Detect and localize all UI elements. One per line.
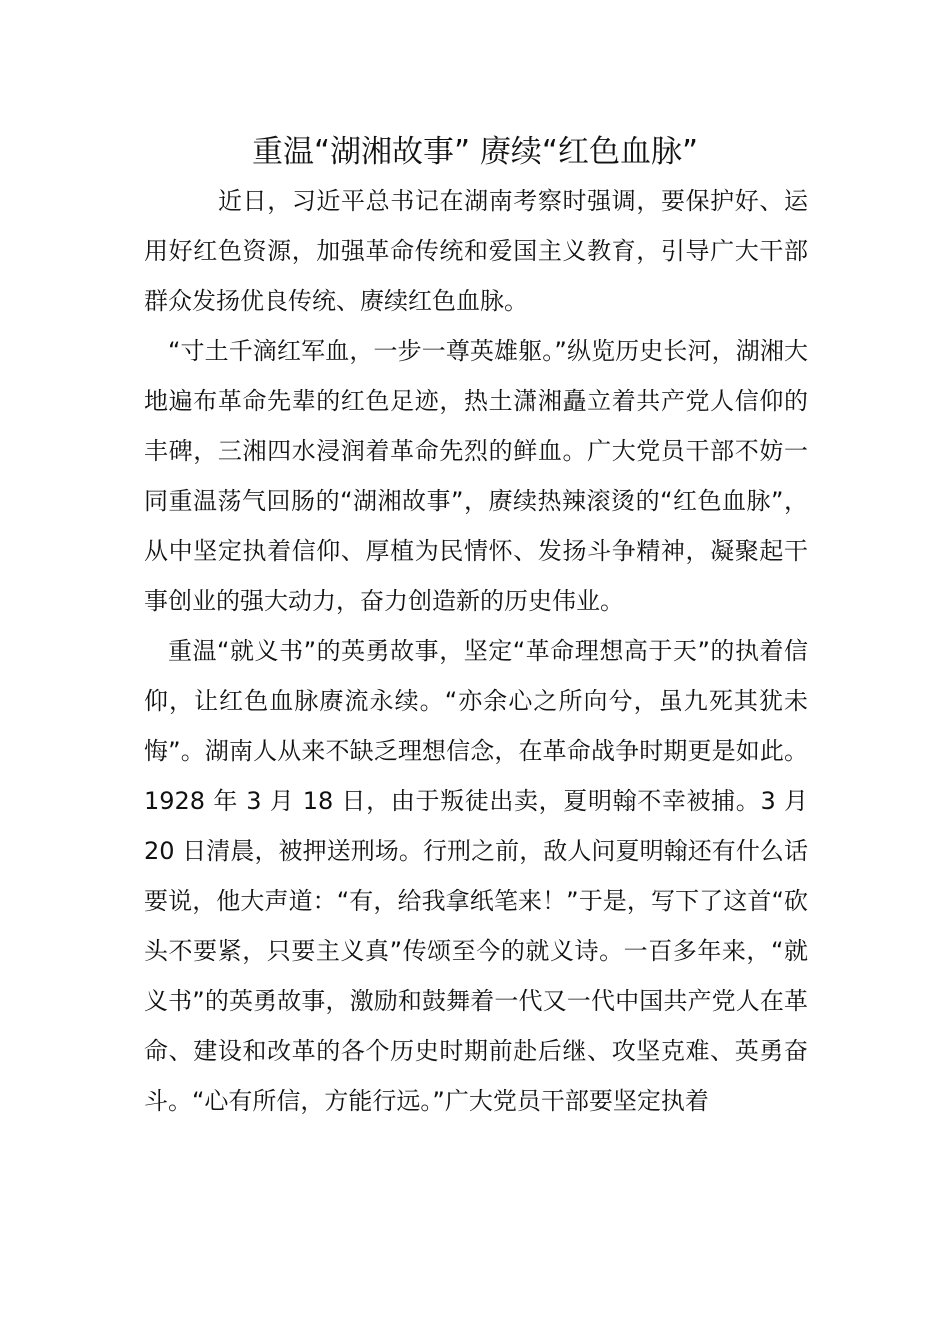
paragraph-martyr-story: 重温“就义书”的英勇故事，坚定“革命理想高于天”的执着信仰，让红色血脉赓流永续。“亦余心之所向兮，虽九死其犹未悔”。湖南人从来不缺乏理想信念，在革命战争时期更是如此。1928 年 3 月 18 日，由于叛徒出卖，夏明翰不幸被捕。3 月 20 日清晨，被押送刑场。行刑之前，敌人问夏明翰还有什么话要说，他大声道：“有，给我拿纸笔来！”于是，写下了这首“砍头不要紧，只要主义真”传颂至今的就义诗。一百多年来，“就义书”的英勇故事，激励和鼓舞着一代又一代中国共产党人在革命、建设和改革的各个历史时期前赴后继、攻坚克难、英勇奋斗。“心有所信，方能行远。”广大党员干部要坚定执着 [144, 637, 808, 1115]
paragraph-intro: 近日，习近平总书记在湖南考察时强调，要保护好、运用好红色资源，加强革命传统和爱国主义教育，引导广大干部群众发扬优良传统、赓续红色血脉。 [144, 187, 808, 315]
paragraph-overview: “寸土千滴红军血，一步一尊英雄躯。”纵览历史长河，湖湘大地遍布革命先辈的红色足迹，热土潇湘矗立着共产党人信仰的丰碑，三湘四水浸润着革命先烈的鲜血。广大党员干部不妨一同重温荡气回肠的“湖湘故事”，赓续热辣滚烫的“红色血脉”，从中坚定执着信仰、厚植为民情怀、发扬斗争精神，凝聚起干事创业的强大动力，奋力创造新的历史伟业。 [144, 337, 808, 615]
document-body [144, 176, 808, 1126]
document-title: 重温“湖湘故事” 赓续“红色血脉” [251, 134, 699, 170]
